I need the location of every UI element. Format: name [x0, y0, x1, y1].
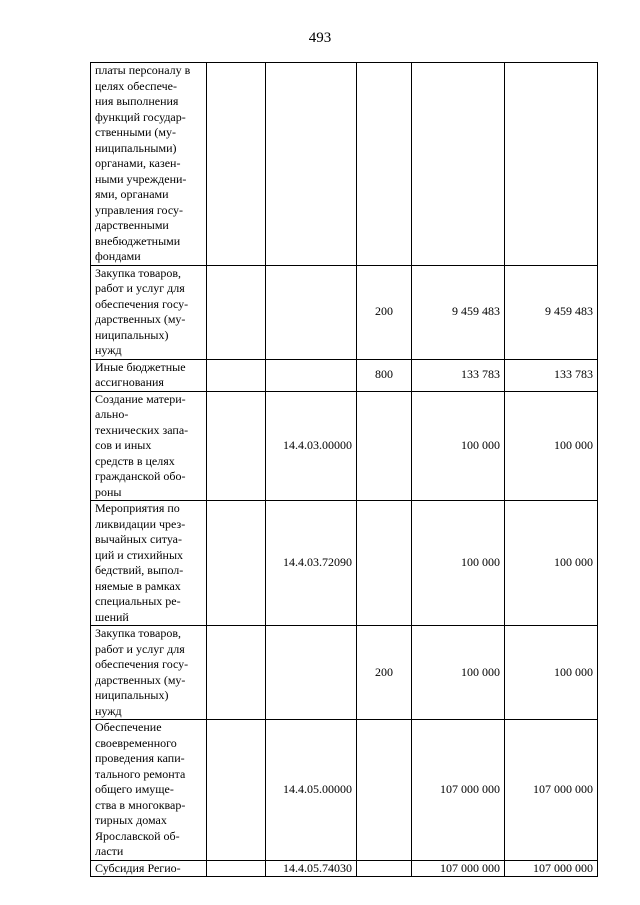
code-cell: 14.4.05.74030 [266, 860, 357, 877]
item-name-line: Иные бюджетные [95, 359, 186, 374]
table-row [91, 265, 598, 359]
code-cell [266, 265, 357, 359]
amount-cell-2: 133 783 [505, 359, 598, 391]
amount-cell-2: 100 000 [505, 626, 598, 720]
amount-cell-2: 100 000 [505, 501, 598, 626]
item-name-line: няемые в рамках [95, 578, 181, 593]
item-name-line: тирных домах [95, 813, 167, 827]
item-name-line: проведения капи- [95, 751, 185, 765]
empty-cell [207, 63, 266, 266]
item-name-line: платы персоналу в [95, 63, 191, 77]
item-name-line: ния выполнения [95, 94, 179, 108]
item-name-line: тального ремонта [95, 766, 186, 781]
item-name-line: ниципальными) [95, 140, 177, 155]
item-name-line: управления госу- [95, 202, 184, 217]
item-name-line: сов и иных [95, 438, 152, 452]
item-name-line: дарственных (му- [95, 312, 186, 326]
amount-cell-1: 100 000 [412, 626, 505, 720]
amount-cell-2: 100 000 [505, 391, 598, 501]
item-name-cell [91, 359, 207, 391]
item-name-line: специальных ре- [95, 594, 181, 608]
code-cell: 14.4.03.72090 [266, 501, 357, 626]
item-name-line: дарственных (му- [95, 672, 186, 687]
item-name-line: ства в многоквар- [95, 797, 186, 812]
item-name-line: ниципальных) [95, 688, 169, 702]
item-name-line: общего имуще- [95, 782, 174, 796]
item-name-line: органами, казен- [95, 156, 181, 170]
item-name-line: ций и стихийных [95, 547, 184, 562]
item-name-line: ально- [95, 407, 129, 421]
amount-cell-1: 9 459 483 [412, 265, 505, 359]
amount-cell-2: 107 000 000 [505, 860, 598, 877]
expense-type-cell [357, 63, 412, 266]
amount-cell-2: 107 000 000 [505, 720, 598, 861]
item-name-line: Мероприятия по [95, 501, 180, 515]
item-name-line: Создание матери- [95, 391, 186, 406]
item-name-line: ласти [95, 844, 124, 858]
item-name-line: технических запа- [95, 422, 189, 437]
item-name-line: внебюджетными [95, 233, 181, 248]
code-cell: 14.4.03.00000 [266, 391, 357, 501]
expense-type-cell: 800 [357, 359, 412, 391]
item-name-line: обеспечения госу- [95, 296, 189, 311]
table-row [91, 359, 598, 391]
code-cell [266, 626, 357, 720]
item-name-line: бедствий, выпол- [95, 563, 184, 577]
empty-cell [207, 626, 266, 720]
item-name-line: ассигнования [95, 375, 164, 389]
amount-cell-1: 107 000 000 [412, 720, 505, 861]
empty-cell [207, 860, 266, 877]
item-name-line: нужд [95, 703, 122, 718]
empty-cell [207, 359, 266, 391]
code-cell: 14.4.05.00000 [266, 720, 357, 861]
table-row [91, 391, 598, 501]
amount-cell-1: 133 783 [412, 359, 505, 391]
empty-cell [207, 501, 266, 626]
item-name-line: гражданской обо- [95, 469, 186, 483]
item-name-line: целях обеспече- [95, 78, 177, 93]
empty-cell [207, 265, 266, 359]
item-name-line: ями, органами [95, 187, 169, 201]
amount-cell-1: 107 000 000 [412, 860, 505, 877]
amount-cell-1 [412, 63, 505, 266]
item-name-line: вычайных ситуа- [95, 532, 182, 546]
item-name-line: Ярославской об- [95, 828, 180, 843]
table-row [91, 720, 598, 861]
item-name-line: шений [95, 609, 129, 624]
item-name-cell [91, 860, 207, 877]
item-name-line: дарственными [95, 218, 169, 232]
item-name-line: функций государ- [95, 109, 186, 124]
table-row [91, 860, 598, 877]
code-cell [266, 63, 357, 266]
amount-cell-1: 100 000 [412, 501, 505, 626]
item-name-line: роны [95, 484, 122, 499]
item-name-cell [91, 501, 207, 626]
item-name-line: работ и услуг для [95, 281, 185, 295]
budget-table [90, 62, 598, 877]
expense-type-cell: 200 [357, 626, 412, 720]
expense-type-cell [357, 501, 412, 626]
item-name-line: Закупка товаров, [95, 265, 181, 280]
item-name-line: средств в целях [95, 453, 175, 468]
amount-cell-2 [505, 63, 598, 266]
item-name-line: ликвидации чрез- [95, 516, 186, 531]
expense-type-cell: 200 [357, 265, 412, 359]
item-name-line: Субсидия Регио- [95, 860, 181, 875]
page-number: 493 [308, 30, 332, 46]
item-name-line: Обеспечение [95, 720, 162, 734]
item-name-line: ниципальных) [95, 327, 169, 342]
empty-cell [207, 720, 266, 861]
amount-cell-2: 9 459 483 [505, 265, 598, 359]
item-name-line: обеспечения госу- [95, 657, 189, 671]
item-name-line: ными учреждени- [95, 171, 187, 186]
table-row [91, 501, 598, 626]
expense-type-cell [357, 720, 412, 861]
item-name-cell [91, 626, 207, 720]
empty-cell [207, 391, 266, 501]
item-name-line: работ и услуг для [95, 641, 185, 656]
expense-type-cell [357, 860, 412, 877]
budget-table-body [91, 63, 598, 877]
item-name-line: ственными (му- [95, 125, 176, 139]
item-name-cell [91, 391, 207, 501]
item-name-cell [91, 720, 207, 861]
item-name-line: фондами [95, 249, 141, 263]
table-row [91, 626, 598, 720]
item-name-line: Закупка товаров, [95, 626, 181, 640]
item-name-line: нужд [95, 343, 122, 357]
table-row [91, 63, 598, 266]
item-name-cell [91, 63, 207, 266]
amount-cell-1: 100 000 [412, 391, 505, 501]
expense-type-cell [357, 391, 412, 501]
item-name-cell [91, 265, 207, 359]
code-cell [266, 359, 357, 391]
item-name-line: своевременного [95, 735, 177, 750]
